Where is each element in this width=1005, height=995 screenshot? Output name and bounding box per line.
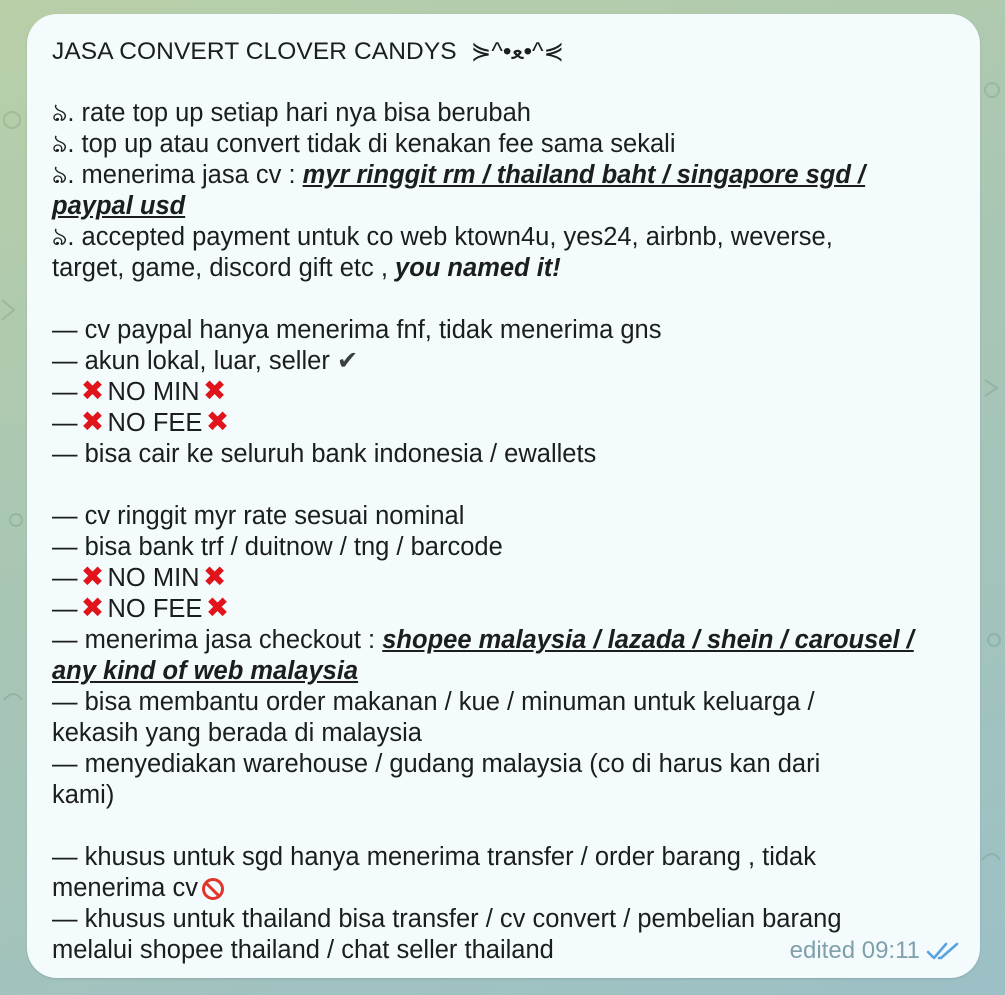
dash-icon: — [52, 316, 78, 344]
dash-icon: — [52, 595, 78, 623]
currency-list-emphasis: paypal usd [52, 192, 186, 220]
kaomoji: ⋟^•ﻌ•^⋞ [470, 38, 565, 65]
list-item: — ✖ NO FEE ✖ [52, 408, 956, 439]
list-item: — ✖ NO MIN ✖ [52, 563, 956, 594]
list-item-continuation [52, 656, 956, 687]
cross-mark-icon: ✖ [80, 406, 105, 437]
cross-mark-icon: ✖ [80, 375, 105, 406]
cross-mark-icon: ✖ [205, 592, 230, 623]
spacer [52, 284, 956, 315]
list-item: — khusus untuk sgd hanya menerima transfer / order barang , tidak [52, 843, 816, 871]
currency-list-emphasis: myr ringgit rm / thailand baht / singapore sgd / [302, 161, 866, 189]
bullet-icon: ঌ. [52, 99, 75, 127]
list-item: ঌ. top up atau convert tidak di kenakan fee sama sekali [52, 130, 676, 158]
dash-icon: — [52, 750, 78, 778]
dash-icon: — [52, 409, 78, 437]
double-check-read-icon [926, 940, 960, 962]
dash-icon: — [52, 905, 78, 933]
bullet-icon: ঌ. [52, 223, 75, 251]
list-item: — bisa membantu order makanan / kue / minuman untuk keluarga / [52, 688, 815, 716]
you-named-it-emphasis: you named it! [395, 254, 561, 282]
list-item-continuation: kami) [52, 781, 115, 809]
bullet-icon: ঌ. [52, 161, 75, 189]
list-item: ঌ. rate top up setiap hari nya bisa berubah [52, 99, 531, 127]
cross-mark-icon: ✖ [205, 406, 230, 437]
dash-icon: — [52, 533, 78, 561]
list-item-continuation: melalui shopee thailand / chat seller thailand [52, 936, 554, 964]
cross-mark-icon: ✖ [202, 375, 227, 406]
list-item: — bisa cair ke seluruh bank indonesia / ewallets [52, 440, 597, 468]
edited-timestamp: edited 09:11 [789, 937, 920, 964]
cross-mark-icon: ✖ [80, 592, 105, 623]
spacer [52, 67, 956, 98]
message-title: JASA CONVERT CLOVER CANDYS [52, 38, 457, 65]
cross-mark-icon: ✖ [80, 561, 105, 592]
list-item: — cv ringgit myr rate sesuai nominal [52, 502, 465, 530]
bullet-icon: ঌ. [52, 130, 75, 158]
list-item-continuation [52, 191, 956, 222]
list-item-continuation: target, game, discord gift etc , you named it! [52, 254, 561, 282]
dash-icon: — [52, 347, 78, 375]
checkout-list-emphasis: any kind of web malaysia [52, 657, 359, 685]
list-item: — menyediakan warehouse / gudang malaysia (co di harus kan dari [52, 750, 821, 778]
dash-icon: — [52, 688, 78, 716]
cross-mark-icon: ✖ [202, 561, 227, 592]
dash-icon: — [52, 564, 78, 592]
list-item-continuation: menerima cv [52, 873, 956, 904]
message-bubble[interactable] [27, 14, 980, 978]
list-item: — menerima jasa checkout : shopee malaysia / lazada / shein / carousel / [52, 626, 914, 654]
message-title-line [52, 36, 956, 67]
spacer [52, 470, 956, 501]
message-meta [790, 935, 960, 966]
list-item-continuation: kekasih yang berada di malaysia [52, 719, 422, 747]
dash-icon: — [52, 502, 78, 530]
dash-icon: — [52, 626, 78, 654]
list-item: — cv paypal hanya menerima fnf, tidak menerima gns [52, 316, 662, 344]
list-item: — ✖ NO MIN ✖ [52, 377, 956, 408]
list-item: — ✖ NO FEE ✖ [52, 594, 956, 625]
prohibited-icon [202, 878, 224, 900]
check-icon: ✔ [336, 347, 359, 375]
list-item: — akun lokal, luar, seller ✔ [52, 347, 359, 375]
dash-icon: — [52, 843, 78, 871]
dash-icon: — [52, 378, 78, 406]
list-item: — bisa bank trf / duitnow / tng / barcode [52, 533, 503, 561]
list-item: — khusus untuk thailand bisa transfer / cv convert / pembelian barang [52, 905, 842, 933]
list-item: ঌ. menerima jasa cv : myr ringgit rm / thailand baht / singapore sgd / [52, 161, 866, 189]
checkout-list-emphasis: shopee malaysia / lazada / shein / carousel / [382, 626, 914, 654]
spacer [52, 811, 956, 842]
list-item: ঌ. accepted payment untuk co web ktown4u, yes24, airbnb, weverse, [52, 223, 833, 251]
dash-icon: — [52, 440, 78, 468]
